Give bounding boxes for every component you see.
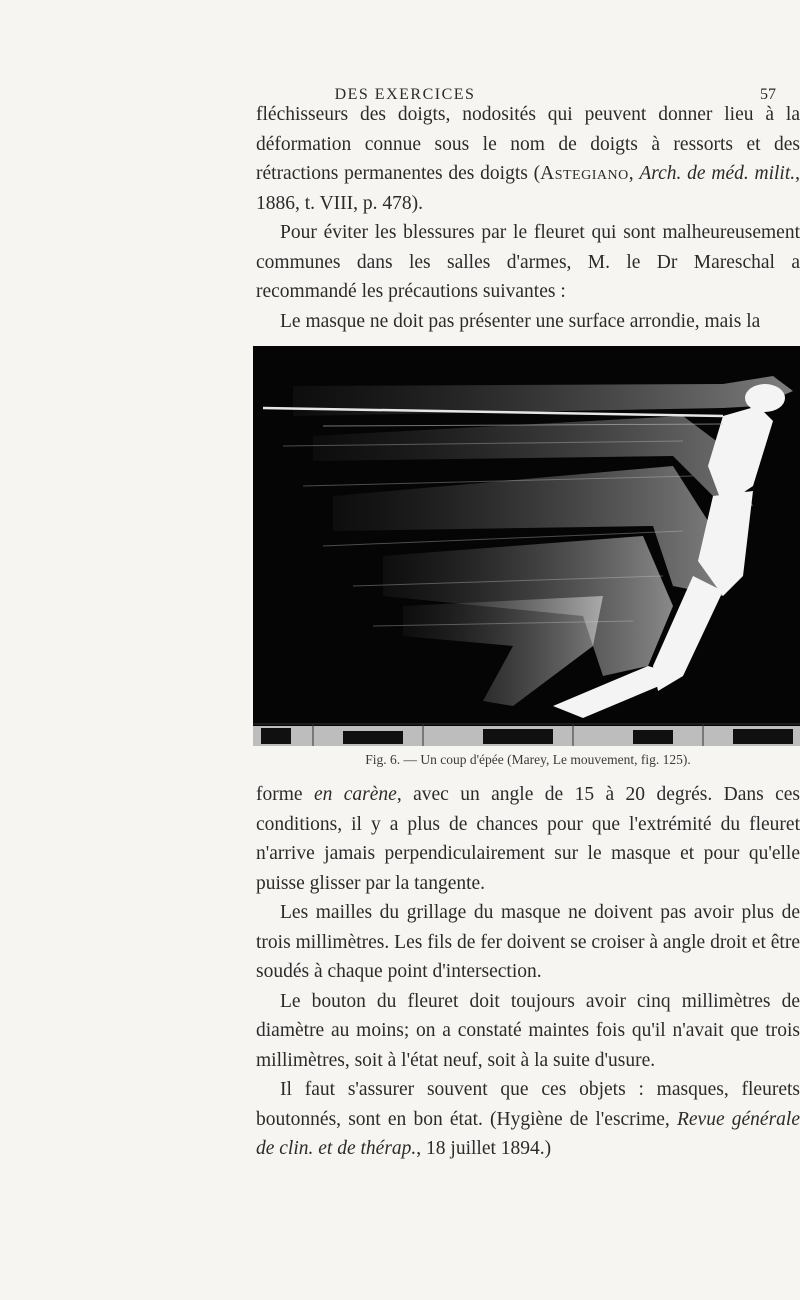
- running-title: DES EXERCICES: [334, 86, 476, 103]
- page-number: 57: [760, 86, 776, 103]
- paragraph-1-text-a: fléchisseurs des doigts, nodosités qui peuvent donner lieu à la déformation connue sous le nom de doigts à ressorts et des rétractions permanentes des doigts (: [256, 104, 800, 184]
- paragraph-3: Le masque ne doit pas présenter une surface arrondie, mais la: [280, 310, 761, 332]
- paragraph-7-text-a: Il faut s'assurer souvent que ces objets : masques, fleurets boutonnés, sont en bon état. (Hygiène de l'escrime,: [256, 1079, 800, 1130]
- journal-title: Arch. de méd. milit.: [639, 163, 796, 184]
- author-name: Astegiano: [540, 163, 629, 184]
- fencing-chronophotograph: [253, 346, 800, 746]
- paragraph-1-sep: ,: [628, 163, 640, 184]
- paragraph-6: Le bouton du fleuret doit toujours avoir cinq millimètres de diamètre au moins; on a constaté maintes fois qu'il n'avait que trois millimètres, soit à l'état neuf, soit à la suite d'usure.: [256, 990, 800, 1071]
- paragraph-4-italic: en carène: [313, 784, 397, 805]
- top-text-block: [256, 100, 800, 336]
- journal-title-2: Revue générale de clin. et de thérap.: [256, 1108, 800, 1159]
- paragraph-4-text-b: , avec un angle de 15 à 20 degrés. Dans ces conditions, il y a plus de chances pour que l'extrémité du fleuret n'arrive jamais perpendiculairement sur le masque et pour qu'elle puisse glisser par la tangente.: [256, 784, 800, 894]
- paragraph-1: [256, 100, 800, 218]
- paragraph-4: [256, 780, 800, 898]
- figure-image: [253, 346, 800, 746]
- paragraph-5: Les mailles du grillage du masque ne doivent pas avoir plus de trois millimètres. Les fils de fer doivent se croiser à angle droit et être soudés à chaque point d'intersection.: [256, 902, 800, 982]
- paragraph-4-text-a: forme: [256, 784, 314, 805]
- paragraph-1-text-b: , 1886, t. VIII, p. 478).: [256, 163, 800, 214]
- figure-caption: Fig. 6. — Un coup d'épée (Marey, Le mouvement, fig. 125).: [365, 752, 691, 767]
- paragraph-2: Pour éviter les blessures par le fleuret qui sont malheureusement communes dans les salles d'armes, M. le Dr Mareschal a recommandé les précautions suivantes :: [256, 222, 800, 302]
- bottom-text-block: [256, 780, 800, 1164]
- paragraph-7-text-b: , 18 juillet 1894.): [416, 1138, 552, 1159]
- paragraph-7: [256, 1075, 800, 1164]
